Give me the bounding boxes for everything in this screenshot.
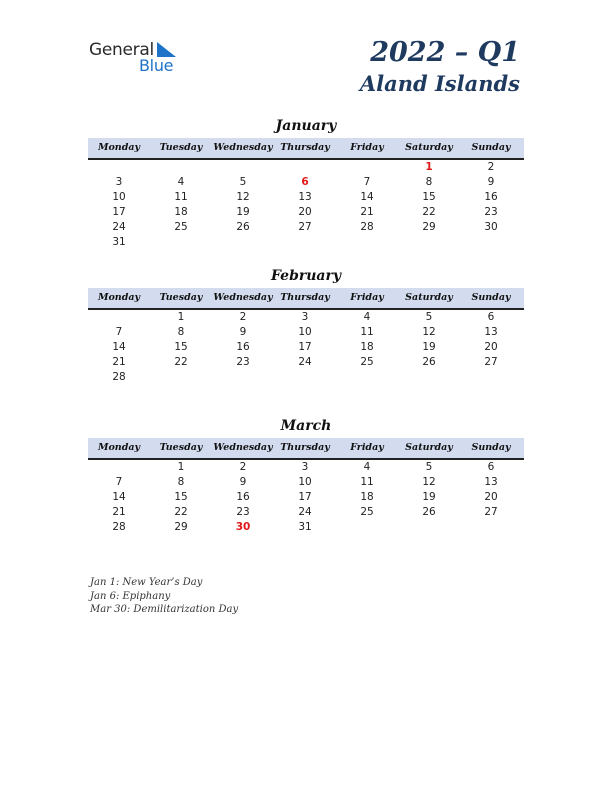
date-cell: 31 xyxy=(112,236,126,248)
date-cell xyxy=(460,520,522,535)
date-cell: 9 xyxy=(487,176,495,188)
logo-general-text: General xyxy=(89,40,154,60)
date-cell: 22 xyxy=(422,206,436,218)
date-cell: 17 xyxy=(298,491,312,503)
date-cell: 23 xyxy=(236,356,250,368)
date-cell: 5 xyxy=(425,311,433,323)
week-row xyxy=(88,490,524,505)
date-cell: 24 xyxy=(112,221,126,233)
date-cell: 18 xyxy=(360,341,374,353)
date-cell: 18 xyxy=(174,206,188,218)
date-cell: 25 xyxy=(360,356,374,368)
date-cell: 31 xyxy=(298,521,312,533)
generalblue-logo xyxy=(89,40,189,76)
date-cell: 2 xyxy=(239,311,247,323)
date-cell: 8 xyxy=(177,326,185,338)
week-row xyxy=(88,160,524,175)
holiday-note: Jan 6: Epiphany xyxy=(90,590,171,602)
date-cell: 6 xyxy=(487,311,495,323)
page-title xyxy=(360,36,520,98)
date-cell xyxy=(88,160,150,175)
date-cell: 17 xyxy=(112,206,126,218)
week-row xyxy=(88,205,524,220)
date-cell: 4 xyxy=(177,176,185,188)
date-cell xyxy=(88,460,150,475)
holiday-date-cell: 6 xyxy=(301,176,309,188)
date-cell: 22 xyxy=(174,356,188,368)
date-cell: 7 xyxy=(115,326,123,338)
date-cell: 15 xyxy=(422,191,436,203)
holiday-date-cell: 30 xyxy=(235,521,251,533)
date-cell: 23 xyxy=(236,506,250,518)
date-cell: 24 xyxy=(298,356,312,368)
date-cell: 11 xyxy=(174,191,188,203)
date-cell: 1 xyxy=(177,311,185,323)
holiday-date-cell: 1 xyxy=(425,161,433,173)
month-name: January xyxy=(275,118,337,134)
weekday-header-cell: Wednesday xyxy=(213,142,273,153)
month-weeks xyxy=(88,460,524,535)
date-cell: 10 xyxy=(298,326,312,338)
date-cell xyxy=(336,520,398,535)
weekday-header-cell: Thursday xyxy=(280,292,330,303)
date-cell xyxy=(336,370,398,385)
weekday-header-cell: Monday xyxy=(97,442,141,453)
date-cell xyxy=(398,520,460,535)
date-cell: 30 xyxy=(484,221,498,233)
date-cell: 10 xyxy=(298,476,312,488)
date-cell: 29 xyxy=(174,521,188,533)
date-cell: 14 xyxy=(112,341,126,353)
date-cell: 20 xyxy=(484,491,498,503)
date-cell xyxy=(150,235,212,250)
date-cell xyxy=(460,370,522,385)
weekday-header-cell: Friday xyxy=(350,142,384,153)
date-cell: 4 xyxy=(363,311,371,323)
weekday-header-cell: Thursday xyxy=(280,442,330,453)
date-cell: 16 xyxy=(236,491,250,503)
month-weeks xyxy=(88,160,524,250)
date-cell: 5 xyxy=(425,461,433,473)
weekday-header-cell: Thursday xyxy=(280,142,330,153)
week-row xyxy=(88,325,524,340)
date-cell: 14 xyxy=(112,491,126,503)
date-cell: 23 xyxy=(484,206,498,218)
date-cell: 3 xyxy=(115,176,123,188)
date-cell xyxy=(460,235,522,250)
country-title: Aland Islands xyxy=(359,71,520,96)
date-cell: 28 xyxy=(112,521,126,533)
weekday-header-cell: Monday xyxy=(97,292,141,303)
weekday-header-cell: Sunday xyxy=(471,292,511,303)
week-row xyxy=(88,235,524,250)
weekday-header-cell: Saturday xyxy=(405,142,453,153)
date-cell: 8 xyxy=(177,476,185,488)
week-row xyxy=(88,505,524,520)
date-cell: 12 xyxy=(236,191,250,203)
date-cell: 20 xyxy=(484,341,498,353)
month-weeks xyxy=(88,310,524,385)
week-row xyxy=(88,475,524,490)
date-cell xyxy=(150,370,212,385)
date-cell: 2 xyxy=(487,161,495,173)
week-row xyxy=(88,220,524,235)
date-cell: 27 xyxy=(484,506,498,518)
date-cell: 3 xyxy=(301,461,309,473)
month-calendar-march xyxy=(88,417,524,535)
date-cell: 28 xyxy=(360,221,374,233)
date-cell: 9 xyxy=(239,326,247,338)
date-cell: 16 xyxy=(236,341,250,353)
date-cell xyxy=(398,235,460,250)
date-cell: 25 xyxy=(174,221,188,233)
weekday-header-cell: Monday xyxy=(97,142,141,153)
weekday-header-cell: Saturday xyxy=(405,292,453,303)
holiday-notes xyxy=(90,576,238,617)
date-cell: 7 xyxy=(363,176,371,188)
week-row xyxy=(88,460,524,475)
week-row xyxy=(88,520,524,535)
date-cell: 9 xyxy=(239,476,247,488)
weekday-header-cell: Sunday xyxy=(471,442,511,453)
date-cell: 26 xyxy=(422,356,436,368)
date-cell: 19 xyxy=(236,206,250,218)
date-cell: 15 xyxy=(174,341,188,353)
date-cell: 29 xyxy=(422,221,436,233)
date-cell xyxy=(398,370,460,385)
logo-blue-text: Blue xyxy=(139,56,174,75)
date-cell: 28 xyxy=(112,371,126,383)
date-cell: 13 xyxy=(484,326,498,338)
date-cell xyxy=(274,235,336,250)
date-cell xyxy=(336,160,398,175)
weekday-header-cell: Tuesday xyxy=(159,142,203,153)
date-cell: 2 xyxy=(239,461,247,473)
weekday-header-cell: Wednesday xyxy=(213,292,273,303)
date-cell: 18 xyxy=(360,491,374,503)
date-cell: 6 xyxy=(487,461,495,473)
date-cell: 5 xyxy=(239,176,247,188)
week-row xyxy=(88,175,524,190)
date-cell xyxy=(212,370,274,385)
date-cell: 16 xyxy=(484,191,498,203)
date-cell xyxy=(274,370,336,385)
month-name: March xyxy=(280,418,332,434)
quarter-title: 2022 – Q1 xyxy=(370,37,520,68)
date-cell: 21 xyxy=(112,506,126,518)
date-cell: 13 xyxy=(298,191,312,203)
date-cell: 10 xyxy=(112,191,126,203)
month-name: February xyxy=(270,268,341,284)
date-cell: 12 xyxy=(422,476,436,488)
date-cell xyxy=(336,235,398,250)
weekday-header-cell: Friday xyxy=(350,292,384,303)
date-cell: 19 xyxy=(422,341,436,353)
date-cell xyxy=(274,160,336,175)
month-calendar-january xyxy=(88,117,524,250)
date-cell: 24 xyxy=(298,506,312,518)
date-cell: 27 xyxy=(484,356,498,368)
weekday-header-cell: Sunday xyxy=(471,142,511,153)
weekday-header-cell: Friday xyxy=(350,442,384,453)
month-calendar-february xyxy=(88,267,524,385)
date-cell: 4 xyxy=(363,461,371,473)
week-row xyxy=(88,355,524,370)
date-cell xyxy=(212,235,274,250)
week-row xyxy=(88,370,524,385)
holiday-note: Jan 1: New Year’s Day xyxy=(90,577,203,588)
date-cell: 7 xyxy=(115,476,123,488)
date-cell xyxy=(212,160,274,175)
weekday-header-cell: Saturday xyxy=(405,442,453,453)
week-row xyxy=(88,190,524,205)
date-cell: 19 xyxy=(422,491,436,503)
date-cell: 11 xyxy=(360,326,374,338)
week-row xyxy=(88,340,524,355)
date-cell: 12 xyxy=(422,326,436,338)
date-cell: 1 xyxy=(177,461,185,473)
date-cell: 11 xyxy=(360,476,374,488)
weekday-header-cell: Tuesday xyxy=(159,442,203,453)
date-cell: 25 xyxy=(360,506,374,518)
weekday-header xyxy=(88,438,524,460)
date-cell xyxy=(150,160,212,175)
date-cell: 22 xyxy=(174,506,188,518)
date-cell: 17 xyxy=(298,341,312,353)
weekday-header-cell: Wednesday xyxy=(213,442,273,453)
date-cell: 26 xyxy=(422,506,436,518)
date-cell: 14 xyxy=(360,191,374,203)
date-cell: 20 xyxy=(298,206,312,218)
weekday-header-cell: Tuesday xyxy=(159,292,203,303)
date-cell: 26 xyxy=(236,221,250,233)
date-cell: 13 xyxy=(484,476,498,488)
date-cell: 3 xyxy=(301,311,309,323)
date-cell: 21 xyxy=(360,206,374,218)
date-cell: 27 xyxy=(298,221,312,233)
holiday-note: Mar 30: Demilitarization Day xyxy=(90,604,239,615)
date-cell: 15 xyxy=(174,491,188,503)
date-cell xyxy=(88,310,150,325)
date-cell: 8 xyxy=(425,176,433,188)
weekday-header xyxy=(88,288,524,310)
date-cell: 21 xyxy=(112,356,126,368)
week-row xyxy=(88,310,524,325)
weekday-header xyxy=(88,138,524,160)
